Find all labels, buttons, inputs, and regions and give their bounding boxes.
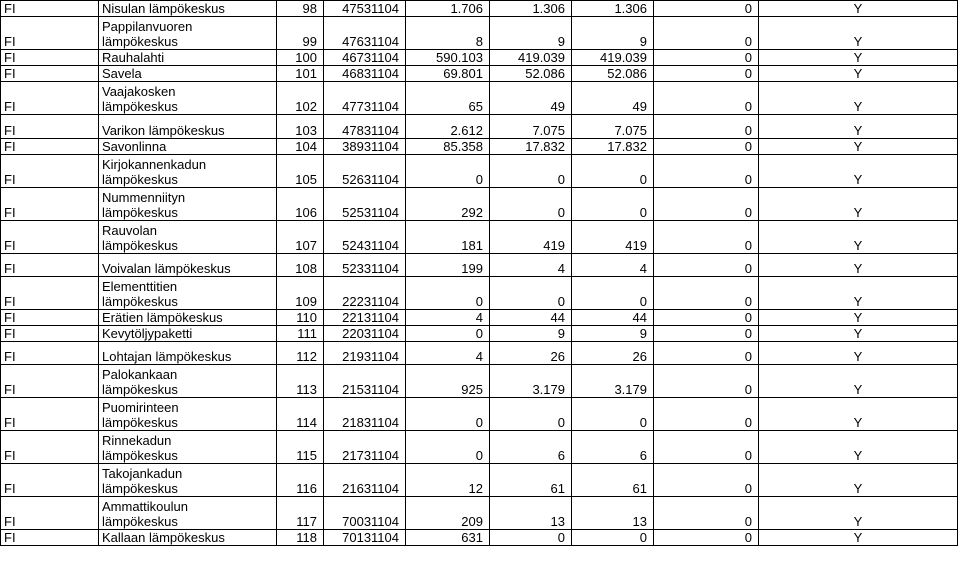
installation-name-line: Nisulan lämpökeskus	[102, 1, 225, 16]
row-number-cell: 102	[277, 82, 324, 115]
installation-id-cell: 70031104	[324, 497, 406, 530]
country-code-cell: FI	[1, 365, 99, 398]
country-code-cell: FI	[1, 431, 99, 464]
installation-id-cell: 21631104	[324, 464, 406, 497]
value-2-cell: 0	[490, 530, 572, 546]
installation-name-line: Elementtitien	[102, 279, 178, 294]
table-row	[1, 530, 958, 546]
value-4-cell: 0	[654, 254, 759, 277]
value-4-cell: 0	[654, 277, 759, 310]
value-4-cell: 0	[654, 342, 759, 365]
value-2-cell: 9	[490, 17, 572, 50]
country-code-cell: FI	[1, 17, 99, 50]
installation-name-line: lämpökeskus	[102, 238, 178, 253]
installation-id-cell: 70131104	[324, 530, 406, 546]
value-1-cell: 0	[406, 326, 490, 342]
value-3-cell: 9	[572, 326, 654, 342]
installation-name-line: Kevytöljypaketti	[102, 326, 193, 341]
value-4-cell: 0	[654, 464, 759, 497]
row-number-cell: 111	[277, 326, 324, 342]
table-row	[1, 310, 958, 326]
installation-name-line: Rauvolan	[102, 223, 157, 238]
installation-name-line: Kallaan lämpökeskus	[102, 530, 225, 545]
value-2-cell: 419.039	[490, 50, 572, 66]
value-4-cell: 0	[654, 50, 759, 66]
value-3-cell: 49	[572, 82, 654, 115]
installation-name-line: lämpökeskus	[102, 382, 178, 397]
installation-name-cell	[99, 310, 277, 326]
country-code-cell: FI	[1, 66, 99, 82]
value-3-cell: 419.039	[572, 50, 654, 66]
installation-name-cell	[99, 530, 277, 546]
flag-cell: Y	[759, 277, 958, 310]
value-1-cell: 199	[406, 254, 490, 277]
value-1-cell: 0	[406, 277, 490, 310]
table-row	[1, 431, 958, 464]
value-3-cell: 0	[572, 530, 654, 546]
installation-name-cell	[99, 115, 277, 139]
value-2-cell: 419	[490, 221, 572, 254]
value-3-cell: 4	[572, 254, 654, 277]
table-row	[1, 155, 958, 188]
table-row	[1, 277, 958, 310]
value-1-cell: 209	[406, 497, 490, 530]
installation-name-line: Lohtajan lämpökeskus	[102, 349, 232, 364]
row-number-cell: 98	[277, 1, 324, 17]
value-4-cell: 0	[654, 326, 759, 342]
installation-name-line: lämpökeskus	[102, 99, 178, 114]
flag-cell: Y	[759, 82, 958, 115]
value-3-cell: 1.306	[572, 1, 654, 17]
row-number-cell: 113	[277, 365, 324, 398]
value-4-cell: 0	[654, 310, 759, 326]
table-row	[1, 1, 958, 17]
value-2-cell: 6	[490, 431, 572, 464]
row-number-cell: 118	[277, 530, 324, 546]
value-2-cell: 0	[490, 277, 572, 310]
installation-name-line: Vaajakosken	[102, 84, 176, 99]
flag-cell: Y	[759, 66, 958, 82]
value-2-cell: 3.179	[490, 365, 572, 398]
flag-cell: Y	[759, 115, 958, 139]
table-row	[1, 497, 958, 530]
row-number-cell: 114	[277, 398, 324, 431]
installation-name-cell	[99, 155, 277, 188]
flag-cell: Y	[759, 326, 958, 342]
country-code-cell: FI	[1, 342, 99, 365]
table-row	[1, 50, 958, 66]
value-2-cell: 0	[490, 398, 572, 431]
installation-id-cell: 52631104	[324, 155, 406, 188]
table-row	[1, 221, 958, 254]
installation-name-line: lämpökeskus	[102, 172, 178, 187]
installation-name-line: Savonlinna	[102, 139, 167, 154]
installation-name-line: lämpökeskus	[102, 481, 178, 496]
installation-name-line: lämpökeskus	[102, 294, 178, 309]
country-code-cell: FI	[1, 464, 99, 497]
value-1-cell: 0	[406, 155, 490, 188]
value-2-cell: 52.086	[490, 66, 572, 82]
country-code-cell: FI	[1, 497, 99, 530]
installation-id-cell: 22031104	[324, 326, 406, 342]
installation-id-cell: 21531104	[324, 365, 406, 398]
installation-id-cell: 38931104	[324, 139, 406, 155]
value-1-cell: 69.801	[406, 66, 490, 82]
installation-id-cell: 21831104	[324, 398, 406, 431]
installation-name-line: Savela	[102, 66, 142, 81]
installation-name-line: lämpökeskus	[102, 415, 178, 430]
installation-name-line: lämpökeskus	[102, 448, 178, 463]
installation-name-line: Nummenniityn	[102, 190, 186, 205]
value-3-cell: 3.179	[572, 365, 654, 398]
value-3-cell: 0	[572, 155, 654, 188]
value-4-cell: 0	[654, 66, 759, 82]
country-code-cell: FI	[1, 310, 99, 326]
value-4-cell: 0	[654, 398, 759, 431]
installation-name-cell	[99, 66, 277, 82]
row-number-cell: 104	[277, 139, 324, 155]
installation-name-line: Erätien lämpökeskus	[102, 310, 223, 325]
installation-name-cell	[99, 139, 277, 155]
flag-cell: Y	[759, 139, 958, 155]
installation-name-cell	[99, 1, 277, 17]
flag-cell: Y	[759, 365, 958, 398]
value-3-cell: 7.075	[572, 115, 654, 139]
row-number-cell: 108	[277, 254, 324, 277]
country-code-cell: FI	[1, 398, 99, 431]
installation-id-cell: 21931104	[324, 342, 406, 365]
installation-id-cell: 46731104	[324, 50, 406, 66]
flag-cell: Y	[759, 398, 958, 431]
country-code-cell: FI	[1, 326, 99, 342]
country-code-cell: FI	[1, 254, 99, 277]
value-4-cell: 0	[654, 365, 759, 398]
installation-id-cell: 47831104	[324, 115, 406, 139]
value-2-cell: 17.832	[490, 139, 572, 155]
value-4-cell: 0	[654, 530, 759, 546]
country-code-cell: FI	[1, 155, 99, 188]
installation-name-line: Pappilanvuoren	[102, 19, 193, 34]
value-1-cell: 1.706	[406, 1, 490, 17]
value-2-cell: 9	[490, 326, 572, 342]
installation-name-line: Varikon lämpökeskus	[102, 123, 225, 138]
flag-cell: Y	[759, 254, 958, 277]
value-4-cell: 0	[654, 431, 759, 464]
flag-cell: Y	[759, 17, 958, 50]
value-1-cell: 631	[406, 530, 490, 546]
row-number-cell: 109	[277, 277, 324, 310]
table-row	[1, 115, 958, 139]
installation-name-cell	[99, 497, 277, 530]
flag-cell: Y	[759, 310, 958, 326]
value-1-cell: 0	[406, 398, 490, 431]
value-2-cell: 49	[490, 82, 572, 115]
value-4-cell: 0	[654, 497, 759, 530]
country-code-cell: FI	[1, 139, 99, 155]
row-number-cell: 106	[277, 188, 324, 221]
value-4-cell: 0	[654, 221, 759, 254]
installation-name-cell	[99, 221, 277, 254]
installation-id-cell: 21731104	[324, 431, 406, 464]
flag-cell: Y	[759, 155, 958, 188]
value-4-cell: 0	[654, 155, 759, 188]
value-2-cell: 61	[490, 464, 572, 497]
installation-name-line: Rinnekadun	[102, 433, 172, 448]
table-row	[1, 326, 958, 342]
value-4-cell: 0	[654, 188, 759, 221]
value-3-cell: 17.832	[572, 139, 654, 155]
value-2-cell: 13	[490, 497, 572, 530]
table-row	[1, 365, 958, 398]
flag-cell: Y	[759, 530, 958, 546]
installation-name-cell	[99, 431, 277, 464]
installation-id-cell: 47731104	[324, 82, 406, 115]
value-1-cell: 181	[406, 221, 490, 254]
flag-cell: Y	[759, 188, 958, 221]
value-1-cell: 12	[406, 464, 490, 497]
flag-cell: Y	[759, 50, 958, 66]
installation-name-line: Voivalan lämpökeskus	[102, 261, 231, 276]
row-number-cell: 116	[277, 464, 324, 497]
installation-name-line: Kirjokannenkadun	[102, 157, 207, 172]
installation-name-line: Ammattikoulun	[102, 499, 188, 514]
flag-cell: Y	[759, 431, 958, 464]
value-3-cell: 61	[572, 464, 654, 497]
row-number-cell: 101	[277, 66, 324, 82]
installation-name-cell	[99, 365, 277, 398]
installation-name-line: lämpökeskus	[102, 34, 178, 49]
table-row	[1, 66, 958, 82]
installation-id-cell: 47531104	[324, 1, 406, 17]
installation-name-cell	[99, 50, 277, 66]
installation-name-line: Palokankaan	[102, 367, 178, 382]
table-row	[1, 82, 958, 115]
value-3-cell: 0	[572, 398, 654, 431]
row-number-cell: 117	[277, 497, 324, 530]
table-row	[1, 398, 958, 431]
installation-name-cell	[99, 398, 277, 431]
value-3-cell: 26	[572, 342, 654, 365]
installation-id-cell: 46831104	[324, 66, 406, 82]
value-3-cell: 9	[572, 17, 654, 50]
value-1-cell: 85.358	[406, 139, 490, 155]
installation-name-cell	[99, 17, 277, 50]
value-1-cell: 925	[406, 365, 490, 398]
value-4-cell: 0	[654, 17, 759, 50]
value-4-cell: 0	[654, 115, 759, 139]
installation-name-cell	[99, 342, 277, 365]
installation-id-cell: 52431104	[324, 221, 406, 254]
table-row	[1, 342, 958, 365]
table-body	[1, 1, 958, 546]
country-code-cell: FI	[1, 221, 99, 254]
value-1-cell: 590.103	[406, 50, 490, 66]
value-3-cell: 13	[572, 497, 654, 530]
installation-id-cell: 52531104	[324, 188, 406, 221]
value-2-cell: 1.306	[490, 1, 572, 17]
row-number-cell: 115	[277, 431, 324, 464]
row-number-cell: 99	[277, 17, 324, 50]
installation-name-cell	[99, 277, 277, 310]
value-1-cell: 2.612	[406, 115, 490, 139]
installation-name-line: lämpökeskus	[102, 205, 178, 220]
table-row	[1, 464, 958, 497]
country-code-cell: FI	[1, 115, 99, 139]
value-3-cell: 419	[572, 221, 654, 254]
value-2-cell: 4	[490, 254, 572, 277]
value-1-cell: 292	[406, 188, 490, 221]
flag-cell: Y	[759, 221, 958, 254]
value-1-cell: 8	[406, 17, 490, 50]
country-code-cell: FI	[1, 82, 99, 115]
flag-cell: Y	[759, 342, 958, 365]
value-1-cell: 65	[406, 82, 490, 115]
row-number-cell: 107	[277, 221, 324, 254]
value-2-cell: 44	[490, 310, 572, 326]
installation-id-cell: 52331104	[324, 254, 406, 277]
flag-cell: Y	[759, 1, 958, 17]
value-4-cell: 0	[654, 1, 759, 17]
installation-name-line: Rauhalahti	[102, 50, 165, 65]
installation-name-line: lämpökeskus	[102, 514, 178, 529]
value-2-cell: 26	[490, 342, 572, 365]
value-2-cell: 0	[490, 188, 572, 221]
country-code-cell: FI	[1, 50, 99, 66]
installation-name-cell	[99, 82, 277, 115]
country-code-cell: FI	[1, 277, 99, 310]
country-code-cell: FI	[1, 188, 99, 221]
row-number-cell: 100	[277, 50, 324, 66]
row-number-cell: 110	[277, 310, 324, 326]
flag-cell: Y	[759, 497, 958, 530]
value-2-cell: 0	[490, 155, 572, 188]
row-number-cell: 112	[277, 342, 324, 365]
flag-cell: Y	[759, 464, 958, 497]
value-3-cell: 0	[572, 277, 654, 310]
row-number-cell: 103	[277, 115, 324, 139]
installation-id-cell: 22231104	[324, 277, 406, 310]
installation-name-line: Takojankadun	[102, 466, 183, 481]
installation-name-cell	[99, 464, 277, 497]
value-1-cell: 4	[406, 342, 490, 365]
country-code-cell: FI	[1, 530, 99, 546]
installation-id-cell: 47631104	[324, 17, 406, 50]
installation-name-cell	[99, 254, 277, 277]
value-1-cell: 4	[406, 310, 490, 326]
table-row	[1, 254, 958, 277]
row-number-cell: 105	[277, 155, 324, 188]
table-row	[1, 17, 958, 50]
value-3-cell: 0	[572, 188, 654, 221]
value-1-cell: 0	[406, 431, 490, 464]
value-3-cell: 6	[572, 431, 654, 464]
installation-id-cell: 22131104	[324, 310, 406, 326]
value-2-cell: 7.075	[490, 115, 572, 139]
installation-name-cell	[99, 188, 277, 221]
installation-name-line: Puomirinteen	[102, 400, 179, 415]
table-row	[1, 188, 958, 221]
table-row	[1, 139, 958, 155]
country-code-cell: FI	[1, 1, 99, 17]
value-4-cell: 0	[654, 139, 759, 155]
value-3-cell: 44	[572, 310, 654, 326]
installation-name-cell	[99, 326, 277, 342]
value-4-cell: 0	[654, 82, 759, 115]
value-3-cell: 52.086	[572, 66, 654, 82]
